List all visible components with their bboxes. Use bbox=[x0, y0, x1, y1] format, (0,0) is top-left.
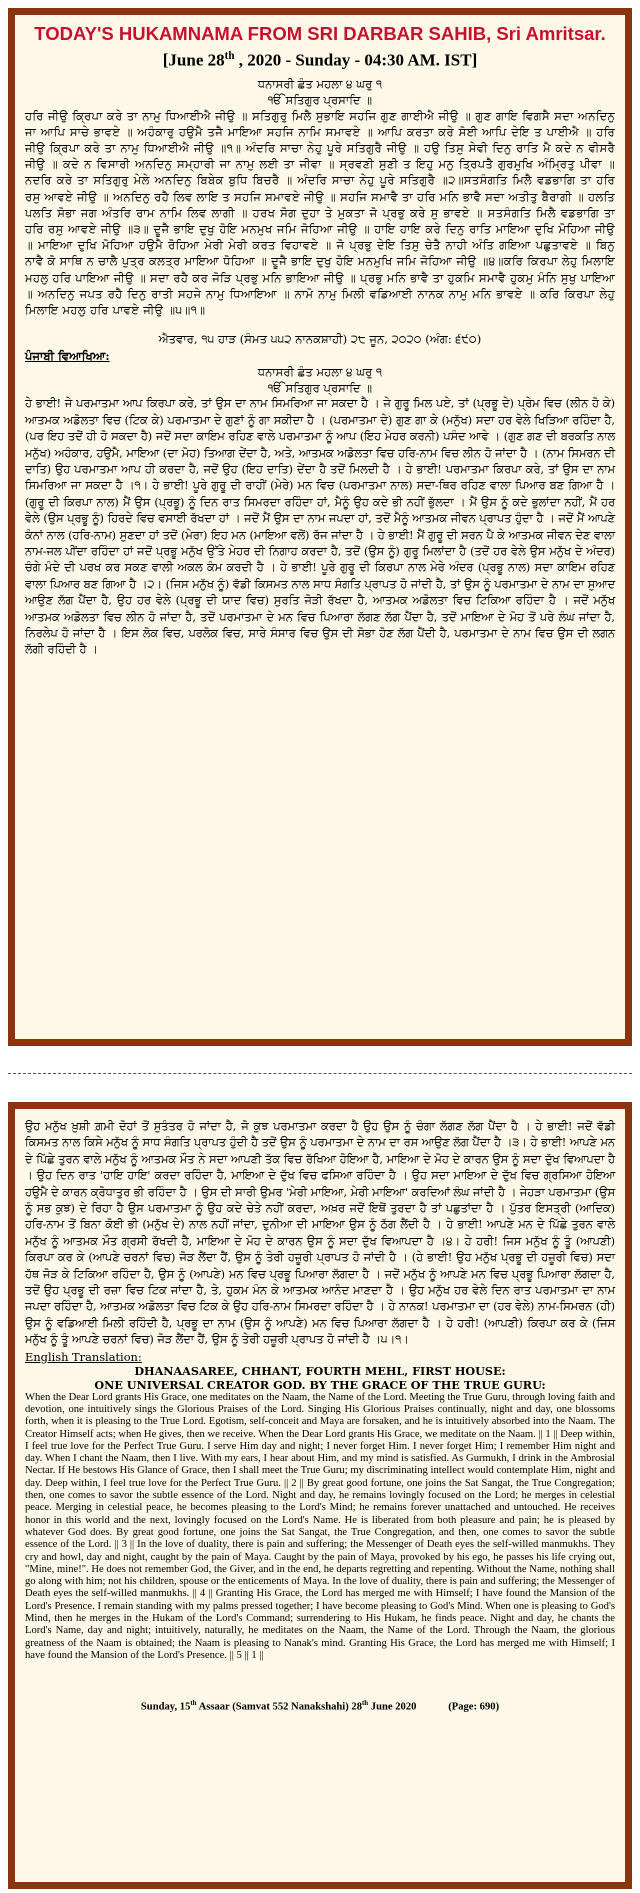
page-title: TODAY'S HUKAMNAMA FROM SRI DARBAR SAHIB, Sri Amritsar. bbox=[34, 23, 606, 44]
page-separator bbox=[8, 1073, 632, 1074]
english-translation-label: English Translation: bbox=[25, 1349, 142, 1364]
punjabi-date-line: ਐਤਵਾਰ, ੧੫ ਹਾੜ (ਸੰਮਤ ੫੫੨ ਨਾਨਕਸ਼ਾਹੀ) ੨੮ ਜੂਨ, ੨੦੨੦ (ਅੰਗ: ੬੯੦) bbox=[158, 332, 482, 347]
hukamnama-gurbani-panel bbox=[8, 8, 632, 1046]
gurbani-text: ਹਰਿ ਜੀਉ ਕ੍ਰਿਪਾ ਕਰੇ ਤਾ ਨਾਮੁ ਧਿਆਈਐ ਜੀਉ ॥ ਸਤਿਗੁਰੁ ਮਿਲੈ ਸੁਭਾਇ ਸਹਜਿ ਗੁਣ ਗਾਈਐ ਜੀਉ ॥ ਗੁਣ ਗਾਇ ਵਿਗਸੈ ਸਦਾ ਅਨਦਿਨੁ ਜਾ ਆਪਿ ਸਾਚੇ ਭਾਵਏ ॥ ਅਹੰਕਾਰੁ ਹਉਮੈ ਤਜੈ ਮਾਇਆ ਸਹਜਿ ਨਾਮਿ ਸਮਾਵਏ ॥ ਆਪਿ ਕਰਤਾ ਕਰੇ ਸੋਈ ਆਪਿ ਦੇਇ ਤ ਪਾਈਐ ॥ ਹਰਿ ਜੀਉ ਕ੍ਰਿਪਾ ਕਰੇ ਤਾ ਨਾਮੁ ਧਿਆਈਐ ਜੀਉ ॥੧॥ ਅੰਦਰਿ ਸਾਚਾ ਨੇਹੁ ਪੂਰੇ ਸਤਿਗੁਰੈ ਜੀਉ ॥ ਹਉ ਤਿਸੁ ਸੇਵੀ ਦਿਨੁ ਰਾਤਿ ਮੈ ਕਦੇ ਨ ਵੀਸਰੈ ਜੀਉ ॥ ਕਦੇ ਨ ਵਿਸਾਰੀ ਅਨਦਿਨੁ ਸਮ੍ਹਾਰੀ ਜਾ ਨਾਮੁ ਲਈ ਤਾ ਜੀਵਾ ॥ ਸ੍ਰਵਣੀ ਸੁਣੀ ਤ ਇਹੁ ਮਨੁ ਤ੍ਰਿਪਤੈ ਗੁਰਮੁਖਿ ਅੰਮ੍ਰਿਤੁ ਪੀਵਾ ॥ ਨਦਰਿ ਕਰੇ ਤਾ ਸਤਿਗੁਰੁ ਮੇਲੇ ਅਨਦਿਨੁ ਬਿਬੇਕ ਬੁਧਿ ਬਿਚਰੈ ॥ ਅੰਦਰਿ ਸਾਚਾ ਨੇਹੁ ਪੂਰੇ ਸਤਿਗੁਰੈ ॥੨॥ਸਤਸੰਗਤਿ ਮਿਲੈ ਵਡਭਾਗਿ ਤਾ ਹਰਿ ਰਸੁ ਆਵਏ ਜੀਉ ॥ ਅਨਦਿਨੁ ਰਹੈ ਲਿਵ ਲਾਇ ਤ ਸਹਜਿ ਸਮਾਵਏ ਜੀਉ ॥ ਸਹਜਿ ਸਮਾਵੈ ਤਾ ਹਰਿ ਮਨਿ ਭਾਵੈ ਸਦਾ ਅਤੀਤੁ ਬੈਰਾਗੀ ॥ ਹਲਤਿ ਪਲਤਿ ਸੋਭਾ ਜਗ ਅੰਤਰਿ ਰਾਮ ਨਾਮਿ ਲਿਵ ਲਾਗੀ ॥ ਹਰਖ ਸੋਗ ਦੁਹਾ ਤੇ ਮੁਕਤਾ ਜੋ ਪ੍ਰਭੁ ਕਰੇ ਸੁ ਭਾਵਏ ॥ ਸਤਸੰਗਤਿ ਮਿਲੈ ਵਡਭਾਗਿ ਤਾ ਹਰਿ ਰਸੁ ਆਵਏ ਜੀਉ ॥੩॥ ਦੂਜੈ ਭਾਇ ਦੁਖੁ ਹੋਇ ਮਨਮੁਖ ਜਮਿ ਜੋਹਿਆ ਜੀਉ ॥ ਹਾਇ ਹਾਇ ਕਰੇ ਦਿਨੁ ਰਾਤਿ ਮਾਇਆ ਦੁਖਿ ਮੋਹਿਆ ਜੀਉ ॥ ਮਾਇਆ ਦੁਖਿ ਮੋਹਿਆ ਹਉਮੈ ਰੋਹਿਆ ਮੇਰੀ ਮੇਰੀ ਕਰਤ ਵਿਹਾਵਏ ॥ ਜੋ ਪ੍ਰਭੁ ਦੇਇ ਤਿਸੁ ਚੇਤੈ ਨਾਹੀ ਅੰਤਿ ਗਇਆ ਪਛੁਤਾਵਏ ॥ ਬਿਨੁ ਨਾਵੈ ਕੋ ਸਾਥਿ ਨ ਚਾਲੈ ਪੁਤ੍ਰ ਕਲਤ੍ਰ ਮਾਇਆ ਧੋਹਿਆ ॥ ਦੂਜੈ ਭਾਇ ਦੁਖੁ ਹੋਇ ਮਨਮੁਖਿ ਜਮਿ ਜੋਹਿਆ ਜੀਉ ॥੪॥ਕਰਿ ਕਿਰਪਾ ਲੇਹੁ ਮਿਲਾਇ ਮਹਲੁ ਹਰਿ ਪਾਇਆ ਜੀਉ ॥ ਸਦਾ ਰਹੈ ਕਰ ਜੋੜਿ ਪ੍ਰਭੁ ਮਨਿ ਭਾਇਆ ਜੀਉ ॥ ਪ੍ਰਭੁ ਮਨਿ ਭਾਵੈ ਤਾ ਹੁਕਮਿ ਸਮਾਵੈ ਹੁਕਮੁ ਮੰਨਿ ਸੁਖੁ ਪਾਇਆ ॥ ਅਨਦਿਨੁ ਜਪਤ ਰਹੈ ਦਿਨੁ ਰਾਤੀ ਸਹਜੇ ਨਾਮੁ ਧਿਆਇਆ ॥ ਨਾਮੋ ਨਾਮੁ ਮਿਲੀ ਵਡਿਆਈ ਨਾਨਕ ਨਾਮੁ ਮਨਿ ਭਾਵਏ ॥ ਕਰਿ ਕਿਰਪਾ ਲੇਹੁ ਮਿਲਾਇ ਮਹਲੁ ਹਰਿ ਪਾਵਏ ਜੀਉ ॥੫॥੧॥ bbox=[25, 108, 616, 318]
english-heading-1: DHANAASAREE, CHHANT, FOURTH MEHL, FIRST HOUSE: bbox=[134, 1363, 506, 1378]
gurbani-heading-1: ਧਨਾਸਰੀ ਛੰਤ ਮਹਲਾ ੪ ਘਰੁ ੧ bbox=[257, 76, 383, 91]
hukamnama-translation-panel bbox=[8, 1102, 632, 1889]
gurbani-heading-2: ੴ ਸਤਿਗੁਰ ਪ੍ਰਸਾਦਿ ॥ bbox=[267, 92, 373, 107]
english-heading-2: ONE UNIVERSAL CREATOR GOD. BY THE GRACE OF THE TRUE GURU: bbox=[94, 1377, 546, 1392]
date-heading: [June 28th , 2020 - Sunday - 04:30 AM. IST] bbox=[162, 50, 478, 70]
punjabi-explanation-part-1: ਹੇ ਭਾਈ! ਜੇ ਪਰਮਾਤਮਾ ਆਪ ਕਿਰਪਾ ਕਰੇ, ਤਾਂ ਉਸ ਦਾ ਨਾਮ ਸਿਮਰਿਆ ਜਾ ਸਕਦਾ ਹੈ । ਜੇ ਗੁਰੂ ਮਿਲ ਪਏ, ਤਾਂ (ਪ੍ਰਭੂ ਦੇ) ਪ੍ਰੇਮ ਵਿਚ (ਲੀਨ ਹੋ ਕੇ) ਆਤਮਕ ਅਡੋਲਤਾ ਵਿਚ (ਟਿਕ ਕੇ) ਪਰਮਾਤਮਾ ਦੇ ਗੁਣਾਂ ਨੂੰ ਗਾ ਸਕੀਦਾ ਹੈ । (ਪਰਮਾਤਮਾ ਦੇ) ਗੁਣ ਗਾ ਕੇ (ਮਨੁੱਖ) ਸਦਾ ਹਰ ਵੇਲੇ ਖਿੜਿਆ ਰਹਿੰਦਾ ਹੈ, (ਪਰ ਇਹ ਤਦੋਂ ਹੀ ਹੋ ਸਕਦਾ ਹੈ) ਜਦੋਂ ਸਦਾ ਕਾਇਮ ਰਹਿਣ ਵਾਲੇ ਪਰਮਾਤਮਾ ਨੂੰ ਆਪ (ਇਹ ਮੇਹਰ ਕਰਨੀ) ਪਸੰਦ ਆਵੇ । (ਗੁਣ ਗਣ ਦੀ ਬਰਕਤਿ ਨਾਲ ਮਨੁੱਖ) ਅਹੰਕਾਰ, ਹਉਮੈ, ਮਾਇਆ (ਦਾ ਮੋਹ) ਤਿਆਗ ਦੇਂਦਾ ਹੈ, ਅਤੇ, ਆਤਮਕ ਅਡੋਲਤਾ ਵਿਚ ਹਰਿ-ਨਾਮ ਵਿਚ ਲੀਨ ਹੋ ਜਾਂਦਾ ਹੈ । (ਨਾਮ ਸਿਮਰਨ ਦੀ ਦਾਤਿ) ਉਹ ਪਰਮਾਤਮਾ ਆਪ ਹੀ ਕਰਦਾ ਹੈ, ਜਦੋਂ ਉਹ (ਇਹ ਦਾਤਿ) ਦੇਂਦਾ ਹੈ ਤਦੋਂ ਮਿਲਦੀ ਹੈ । ਹੇ ਭਾਈ! ਪਰਮਾਤਮਾ ਕਿਰਪਾ ਕਰੇ, ਤਾਂ ਉਸ ਦਾ ਨਾਮ ਸਿਮਰਿਆ ਜਾ ਸਕਦਾ ਹੈ ।੧। ਹੇ ਭਾਈ! ਪੂਰੇ ਗੁਰੂ ਦੀ ਰਾਹੀਂ (ਮੇਰੇ) ਮਨ ਵਿਚ (ਪਰਮਾਤਮਾ ਨਾਲ) ਸਦਾ-ਥਿਰ ਰਹਿਣ ਵਾਲਾ ਪਿਆਰ ਬਣ ਗਿਆ ਹੈ । (ਗੁਰੂ ਦੀ ਕਿਰਪਾ ਨਾਲ) ਮੈਂ ਉਸ (ਪ੍ਰਭੂ) ਨੂੰ ਦਿਨ ਰਾਤ ਸਿਮਰਦਾ ਰਹਿੰਦਾ ਹਾਂ, ਮੈਨੂੰ ਉਹ ਕਦੇ ਭੀ ਨਹੀਂ ਭੁੱਲਦਾ । ਮੈਂ ਉਸ ਨੂੰ ਕਦੇ ਭੁਲਾਂਦਾ ਨਹੀਂ, ਮੈਂ ਹਰ ਵੇਲੇ (ਉਸ ਪ੍ਰਭੂ ਨੂੰ) ਹਿਰਦੇ ਵਿਚ ਵਸਾਈ ਰੱਖਦਾ ਹਾਂ । ਜਦੋਂ ਮੈਂ ਉਸ ਦਾ ਨਾਮ ਜਪਦਾ ਹਾਂ, ਤਦੋਂ ਮੈਨੂੰ ਆਤਮਕ ਜੀਵਨ ਪ੍ਰਾਪਤ ਹੁੰਦਾ ਹੈ । ਜਦੋਂ ਮੈਂ ਆਪਣੇ ਕੰਨਾਂ ਨਾਲ (ਹਰਿ-ਨਾਮ) ਸੁਣਦਾ ਹਾਂ ਤਦੋਂ (ਮੇਰਾ) ਇਹ ਮਨ (ਮਾਇਆ ਵਲੋਂ) ਰੱਜ ਜਾਂਦਾ ਹੈ । ਹੇ ਭਾਈ! ਮੈਂ ਗੁਰੂ ਦੀ ਸਰਨ ਪੈ ਕੇ ਆਤਮਕ ਜੀਵਨ ਦੇਣ ਵਾਲਾ ਨਾਮ-ਜਲ ਪੀਂਦਾ ਰਹਿੰਦਾ ਹਾਂ ਜਦੋਂ ਪ੍ਰਭੂ ਮਨੁੱਖ ਉੱਤੇ ਮੇਹਰ ਦੀ ਨਿਗਾਹ ਕਰਦਾ ਹੈ, ਤਦੋਂ (ਉਸ ਨੂੰ) ਗੁਰੂ ਮਿਲਾਂਦਾ ਹੈ (ਤਦੋਂ ਹਰ ਵੇਲੇ ਉਸ ਮਨੁੱਖ ਦੇ ਅੰਦਰ) ਚੰਗੇ ਮੰਦੇ ਦੀ ਪਰਖ ਕਰ ਸਕਣ ਵਾਲੀ ਅਕਲ ਕੰਮ ਕਰਦੀ ਹੈ । ਹੇ ਭਾਈ! ਪੂਰੇ ਗੁਰੂ ਦੀ ਕਿਰਪਾ ਨਾਲ ਮੇਰੇ ਅੰਦਰ (ਪ੍ਰਭੂ ਨਾਲ) ਸਦਾ ਕਾਇਮ ਰਹਿਣ ਵਾਲਾ ਪਿਆਰ ਬਣ ਗਿਆ ਹੈ ।੨। (ਜਿਸ ਮਨੁੱਖ ਨੂੰ) ਵੱਡੀ ਕਿਸਮਤ ਨਾਲ ਸਾਧ ਸੰਗਤਿ ਪ੍ਰਾਪਤ ਹੋ ਜਾਂਦੀ ਹੈ, ਤਾਂ ਉਸ ਨੂੰ ਪਰਮਾਤਮਾ ਦੇ ਨਾਮ ਦਾ ਸੁਆਦ ਆਉਣ ਲੱਗ ਪੈਂਦਾ ਹੈ, ਉਹ ਹਰ ਵੇਲੇ (ਪ੍ਰਭੂ ਦੀ ਯਾਦ ਵਿਚ) ਸੁਰਤਿ ਜੋੜੀ ਰੱਖਦਾ ਹੈ, ਆਤਮਕ ਅਡੋਲਤਾ ਵਿਚ ਟਿਕਿਆ ਰਹਿੰਦਾ ਹੈ । ਜਦੋਂ ਮਨੁੱਖ ਆਤਮਕ ਅਡੋਲਤਾ ਵਿਚ ਲੀਨ ਹੋ ਜਾਂਦਾ ਹੈ, ਤਦੋਂ ਪਰਮਾਤਮਾ ਦੇ ਮਨ ਵਿਚ ਪਿਆਰਾ ਲੱਗਣ ਲੱਗ ਪੈਂਦਾ ਹੈ, ਤਦੋਂ ਮਾਇਆ ਦੇ ਮੋਹ ਤੋਂ ਪਰੇ ਲੰਘ ਜਾਂਦਾ ਹੈ, ਨਿਰਲੇਪ ਹੋ ਜਾਂਦਾ ਹੈ । ਇਸ ਲੋਕ ਵਿਚ, ਪਰਲੋਕ ਵਿਚ, ਸਾਰੇ ਸੰਸਾਰ ਵਿਚ ਉਸ ਦੀ ਸੋਭਾ ਹੋਣ ਲੱਗ ਪੈਂਦੀ ਹੈ, ਪਰਮਾਤਮਾ ਦੇ ਨਾਮ ਵਿਚ ਉਸ ਦੀ ਲਗਨ ਲੱਗੀ ਰਹਿੰਦੀ ਹੈ । bbox=[25, 397, 616, 657]
footer-date-line: Sunday, 15th Assaar (Samvat 552 Nanakshahi) 28th June 2020 (Page: 690) bbox=[140, 1700, 500, 1713]
punjabi-heading-1: ਧਨਾਸਰੀ ਛੰਤ ਮਹਲਾ ੪ ਘਰੁ ੧ bbox=[257, 365, 383, 380]
punjabi-explanation-part-2: ਉਹ ਮਨੁੱਖ ਖ਼ੁਸ਼ੀ ਗ਼ਮੀ ਦੋਹਾਂ ਤੋਂ ਸੁਤੰਤਰ ਹੋ ਜਾਂਦਾ ਹੈ, ਜੋ ਕੁਝ ਪਰਮਾਤਮਾ ਕਰਦਾ ਹੈ ਉਹ ਉਸ ਨੂੰ ਚੰਗਾ ਲੱਗਣ ਲੱਗ ਪੈਂਦਾ ਹੈ । ਹੇ ਭਾਈ! ਜਦੋਂ ਵੱਡੀ ਕਿਸਮਤ ਨਾਲ ਕਿਸੇ ਮਨੁੱਖ ਨੂੰ ਸਾਧ ਸੰਗਤਿ ਪ੍ਰਾਪਤ ਹੁੰਦੀ ਹੈ ਤਦੋਂ ਉਸ ਨੂੰ ਪਰਮਾਤਮਾ ਦੇ ਨਾਮ ਦਾ ਰਸ ਆਉਣ ਲੱਗ ਪੈਂਦਾ ਹੈ ।੩। ਹੇ ਭਾਈ! ਆਪਣੇ ਮਨ ਦੇ ਪਿੱਛੇ ਤੁਰਨ ਵਾਲੇ ਮਨੁੱਖ ਨੂੰ ਆਤਮਕ ਮੌਤ ਨੇ ਸਦਾ ਆਪਣੀ ਤੱਕ ਵਿਚ ਰੱਖਿਆ ਹੋਇਆ ਹੈ, ਮਾਇਆ ਦੇ ਮੋਹ ਦੇ ਕਾਰਨ ਉਸ ਨੂੰ ਸਦਾ ਦੁੱਖ ਵਿਆਪਦਾ ਹੈ । ਉਹ ਦਿਨ ਰਾਤ 'ਹਾਇ ਹਾਇ' ਕਰਦਾ ਰਹਿੰਦਾ ਹੈ, ਮਾਇਆ ਦੇ ਦੁੱਖ ਵਿਚ ਫਸਿਆ ਰਹਿੰਦਾ ਹੈ । ਉਹ ਸਦਾ ਮਾਇਆ ਦੇ ਦੁੱਖ ਵਿਚ ਗ੍ਰਸਿਆ ਹੋਇਆ ਹਉਮੈ ਦੇ ਕਾਰਨ ਕ੍ਰੋਧਾਤੁਰ ਭੀ ਰਹਿੰਦਾ ਹੈ । ਉਸ ਦੀ ਸਾਰੀ ਉਮਰ 'ਮੇਰੀ ਮਾਇਆ, ਮੇਰੀ ਮਾਇਆ' ਕਰਦਿਆਂ ਲੰਘ ਜਾਂਦੀ ਹੈ । ਜੇਹੜਾ ਪਰਮਾਤਮਾ (ਉਸ ਨੂੰ ਸਭ ਕੁਝ) ਦੇ ਰਿਹਾ ਹੈ ਉਸ ਪਰਮਾਤਮਾ ਨੂੰ ਉਹ ਕਦੇ ਚੇਤੇ ਨਹੀਂ ਕਰਦਾ, ਅਖ਼ਰ ਜਦੋਂ ਇਥੋਂ ਤੁਰਦਾ ਹੈ ਤਾਂ ਪਛੁਤਾਂਦਾ ਹੈ । ਪੁੱਤਰ ਇਸਤ੍ਰੀ (ਆਦਿਕ) ਹਰਿ-ਨਾਮ ਤੋਂ ਬਿਨਾ ਕੋਈ ਭੀ (ਮਨੁੱਖ ਦੇ) ਨਾਲ ਨਹੀਂ ਜਾਂਦਾ, ਦੁਨੀਆ ਦੀ ਮਾਇਆ ਉਸ ਨੂੰ ਠੱਗ ਲੈਂਦੀ ਹੈ । ਹੇ ਭਾਈ! ਆਪਣੇ ਮਨ ਦੇ ਪਿੱਛੇ ਤੁਰਨ ਵਾਲੇ ਮਨੁੱਖ ਨੂੰ ਆਤਮਕ ਮੌਤ ਗ੍ਰਸੀ ਰੱਖਦੀ ਹੈ, ਮਾਇਆ ਦੇ ਮੋਹ ਦੇ ਕਾਰਨ ਉਸ ਨੂੰ ਸਦਾ ਦੁੱਖ ਵਿਆਪਦਾ ਹੈ ।੪। ਹੇ ਹਰੀ! ਜਿਸ ਮਨੁੱਖ ਨੂੰ ਤੂੰ (ਆਪਣੀ) ਕਿਰਪਾ ਕਰ ਕੇ (ਆਪਣੇ ਚਰਨਾਂ ਵਿਚ) ਜੋੜ ਲੈਂਦਾ ਹੈਂ, ਉਸ ਨੂੰ ਤੇਰੀ ਹਜ਼ੂਰੀ ਪ੍ਰਾਪਤ ਹੋ ਜਾਂਦੀ ਹੈ । (ਹੇ ਭਾਈ! ਉਹ ਮਨੁੱਖ ਪ੍ਰਭੂ ਦੀ ਹਜ਼ੂਰੀ ਵਿਚ) ਸਦਾ ਹੱਥ ਜੋੜ ਕੇ ਟਿਕਿਆ ਰਹਿੰਦਾ ਹੈ, ਉਸ ਨੂੰ (ਆਪਣੇ) ਮਨ ਵਿਚ ਪ੍ਰਭੂ ਪਿਆਰਾ ਲੱਗਦਾ ਹੈ । ਜਦੋਂ ਮਨੁੱਖ ਨੂੰ ਆਪਣੇ ਮਨ ਵਿਚ ਪ੍ਰਭੂ ਪਿਆਰਾ ਲੱਗਦਾ ਹੈ, ਤਦੋਂ ਉਹ ਪ੍ਰਭੂ ਦੀ ਰਜ਼ਾ ਵਿਚ ਟਿਕ ਜਾਂਦਾ ਹੈ, ਤੇ, ਹੁਕਮ ਮੰਨ ਕੇ ਆਤਮਕ ਆਨੰਦ ਮਾਣਦਾ ਹੈ । ਉਹ ਮਨੁੱਖ ਹਰ ਵੇਲੇ ਦਿਨ ਰਾਤ ਪਰਮਾਤਮਾ ਦਾ ਨਾਮ ਜਪਦਾ ਰਹਿੰਦਾ ਹੈ, ਆਤਮਕ ਅਡੋਲਤਾ ਵਿਚ ਟਿਕ ਕੇ ਉਹ ਹਰਿ-ਨਾਮ ਸਿਮਰਦਾ ਰਹਿੰਦਾ ਹੈ । ਹੇ ਨਾਨਕ! ਪਰਮਾਤਮਾ ਦਾ (ਹਰ ਵੇਲੇ) ਨਾਮ-ਸਿਮਰਨ (ਹੀ) ਉਸ ਨੂੰ ਵਡਿਆਈ ਮਿਲੀ ਰਹਿੰਦੀ ਹੈ, ਪ੍ਰਭੂ ਦਾ ਨਾਮ (ਉਸ ਨੂੰ ਆਪਣੇ) ਮਨ ਵਿਚ ਪਿਆਰਾ ਲੱਗਦਾ ਹੈ । ਹੇ ਹਰੀ! (ਆਪਣੀ) ਕਿਰਪਾ ਕਰ ਕੇ (ਜਿਸ ਮਨੁੱਖ ਨੂੰ ਤੂੰ ਆਪਣੇ ਚਰਨਾਂ ਵਿਚ) ਜੋੜ ਲੈਂਦਾ ਹੈਂ, ਉਸ ਨੂੰ ਤੇਰੀ ਹਜ਼ੂਰੀ ਪ੍ਰਾਪਤ ਹੋ ਜਾਂਦੀ ਹੈ ।੫।੧। bbox=[25, 1120, 615, 1347]
page-number: (Page: 690) bbox=[448, 1701, 500, 1713]
punjabi-heading-2: ੴ ਸਤਿਗੁਰ ਪ੍ਰਸਾਦਿ ॥ bbox=[267, 381, 373, 396]
punjabi-explanation-label: ਪੰਜਾਬੀ ਵਿਆਖਿਆ: bbox=[25, 349, 110, 364]
english-translation-text: When the Dear Lord grants His Grace, one meditates on the Naam, the Name of the Lord. Meeting the True Guru, through loving faith and devotion, one intuitively sings the Glorious Praises of the Lord. Singing His Glorious Praises continually, night and day, one blossoms forth, when it is pleasing to the True Lord. Egotism, self-conceit and Maya are forsaken, and he is intuitively absorbed into the Naam. The Creator Himself acts; when He gives, then we receive. When the Dear Lord grants His Grace, we meditate on the Naam. || 1 || Deep within, I feel true love for the Perfect True Guru. I serve Him day and night; I never forget Him. I never forget Him; I remember Him night and day. When I chant the Naam, then I live. With my ears, I hear about Him, and my mind is satisfied. As Gurmukh, I drink in the Ambrosial Nectar. If He bestows His Glance of Grace, then I shall meet the True Guru; my discriminating intellect would contemplate Him, night and day. Deep within, I feel true love for the Perfect True Guru. || 2 || By great good fortune, one joins the Sat Sangat, the True Congregation; then, one comes to savor the subtle essence of the Lord. Night and day, he remains lovingly focused on the Lord; he merges in celestial peace. Merging in celestial peace, he becomes pleasing to the Lord's Mind; he remains forever unattached and untouched. He receives honor in this world and the next, lovingly focused on the Lord's Name. He is liberated from both pleasure and pain; he is pleased by whatever God does. By great good fortune, one joins the Sat Sangat, the True Congregation, and then, one comes to savor the subtle essence of the Lord. || 3 || In the love of duality, there is pain and suffering; the Messenger of Death eyes the self-willed manmukhs. They cry and howl, day and night, caught by the pain of Maya. Caught by the pain of Maya, provoked by his ego, he passes his life crying out, "Mine, mine!". He does not remember God, the Giver, and in the end, he departs regretting and repenting. Without the Name, nothing shall go along with him; not his children, spouse or the enticements of Maya. In the love of duality, there is pain and suffering; the Messenger of Death eyes the self-willed manmukhs. || 4 || Granting His Grace, the Lord has merged me with Himself; I have found the Mansion of the Lord's Presence. I remain standing with my palms pressed together; I have become pleasing to God's Mind. When one is pleasing to God's Mind, then he merges in the Hukam of the Lord's Command; surrendering to His Hukam, he finds peace. Night and day, he chants the Lord's Name, day and night; intuitively, naturally, he meditates on the Naam, the Name of the Lord. Through the Naam, the glorious greatness of the Naam is obtained; the Naam is pleasing to Nanak's mind. Granting His Grace, the Lord has merged me with Himself; I have found the Mansion of the Lord's Presence. || 5 || 1 || bbox=[25, 1391, 615, 1661]
